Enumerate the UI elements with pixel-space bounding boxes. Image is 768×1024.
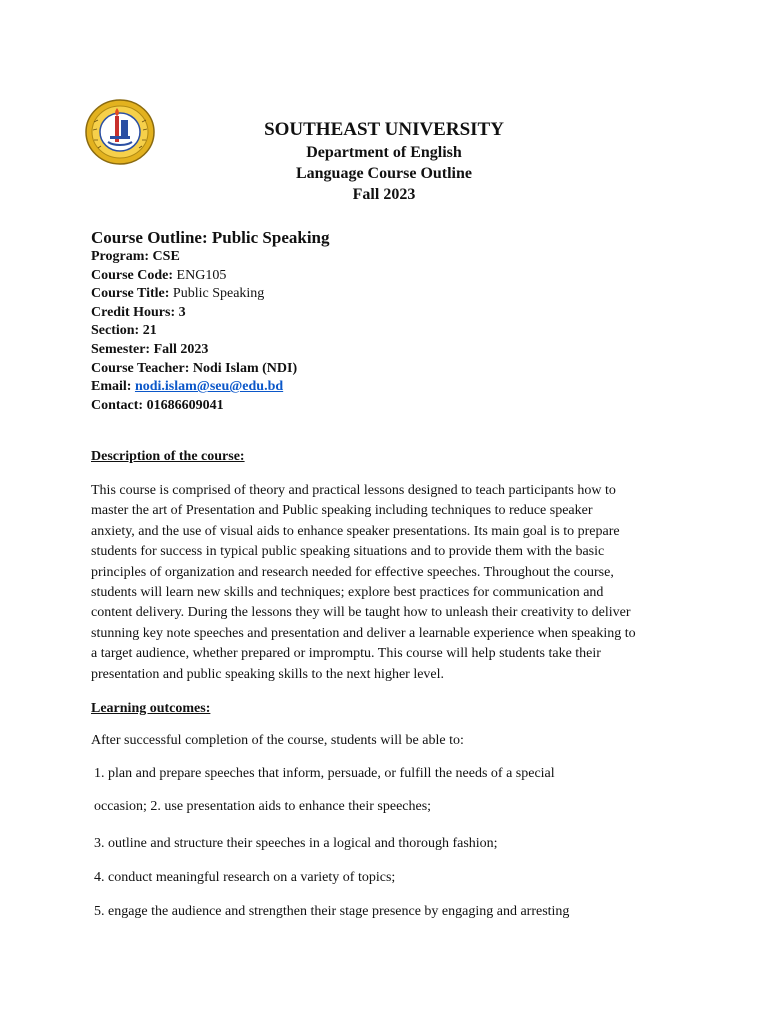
- outcome-item: occasion; 2. use presentation aids to enhance their speeches;: [94, 799, 432, 814]
- outcomes-intro: After successful completion of the course, students will be able to:: [91, 733, 464, 748]
- outcome-item: 3. outline and structure their speeches in a logical and thorough fashion;: [94, 836, 498, 851]
- description-paragraph: [91, 481, 691, 685]
- course-info-block: [91, 228, 691, 415]
- email-line: [91, 378, 691, 397]
- outcome-item: 5. engage the audience and strengthen their stage presence by engaging and arresting: [94, 904, 570, 919]
- credit-hours-line: Credit Hours: 3: [91, 304, 186, 320]
- outcome-item: 1. plan and prepare speeches that inform, persuade, or fulfill the needs of a special: [94, 766, 555, 781]
- description-line: anxiety, and the use of visual aids to enhance speaker presentations. Its main goal is to prepare: [91, 523, 620, 539]
- course-title-value: Public Speaking: [169, 286, 265, 302]
- description-line: content delivery. During the lessons they will be taught how to unleash their creativity to deliver: [91, 605, 631, 621]
- description-line: stunning key note speeches and presentation and deliver a learnable experience when speaking to: [91, 625, 636, 641]
- outline-title: Language Course Outline: [295, 165, 472, 182]
- program-line: Program: CSE: [91, 249, 180, 264]
- contact-line: Contact: 01686609041: [91, 397, 224, 413]
- course-title-line: [91, 285, 691, 304]
- description-line: presentation and public speaking skills to the next higher level.: [91, 666, 445, 682]
- learning-outcomes-heading: Learning outcomes:: [91, 701, 211, 716]
- description-heading: Description of the course:: [91, 449, 245, 464]
- course-code-label: Course Code:: [91, 267, 174, 283]
- term-label: Fall 2023: [352, 186, 416, 203]
- email-label: Email:: [91, 379, 135, 395]
- department-name: Department of English: [306, 144, 462, 161]
- outcome-item: 4. conduct meaningful research on a variety of topics;: [94, 870, 396, 885]
- course-outline-heading: Course Outline: Public Speaking: [91, 228, 330, 247]
- description-line: students for success in typical public speaking situations and to provide them with the basic: [91, 544, 605, 560]
- email-link[interactable]: nodi.islam@seu@edu.bd: [134, 379, 284, 395]
- course-code-value: ENG105: [173, 267, 227, 283]
- university-name: SOUTHEAST UNIVERSITY: [264, 119, 504, 140]
- description-line: master the art of Presentation and Public speaking including techniques to reduce speaker: [91, 503, 593, 519]
- course-code-line: [91, 267, 691, 286]
- semester-line: Semester: Fall 2023: [91, 341, 209, 357]
- description-line: principles of organization and research needed for effective speeches. Throughout the course,: [91, 564, 614, 580]
- description-line: a target audience, whether prepared or impromptu. This course will help students take their: [91, 646, 601, 662]
- description-line: This course is comprised of theory and practical lessons designed to teach participants how to: [91, 483, 616, 498]
- section-line: Section: 21: [91, 323, 157, 339]
- teacher-line: Course Teacher: Nodi Islam (NDI): [91, 360, 298, 376]
- description-line: students will learn new skills and techniques; explore best practices for communication and: [91, 585, 604, 601]
- course-title-label: Course Title:: [91, 286, 170, 302]
